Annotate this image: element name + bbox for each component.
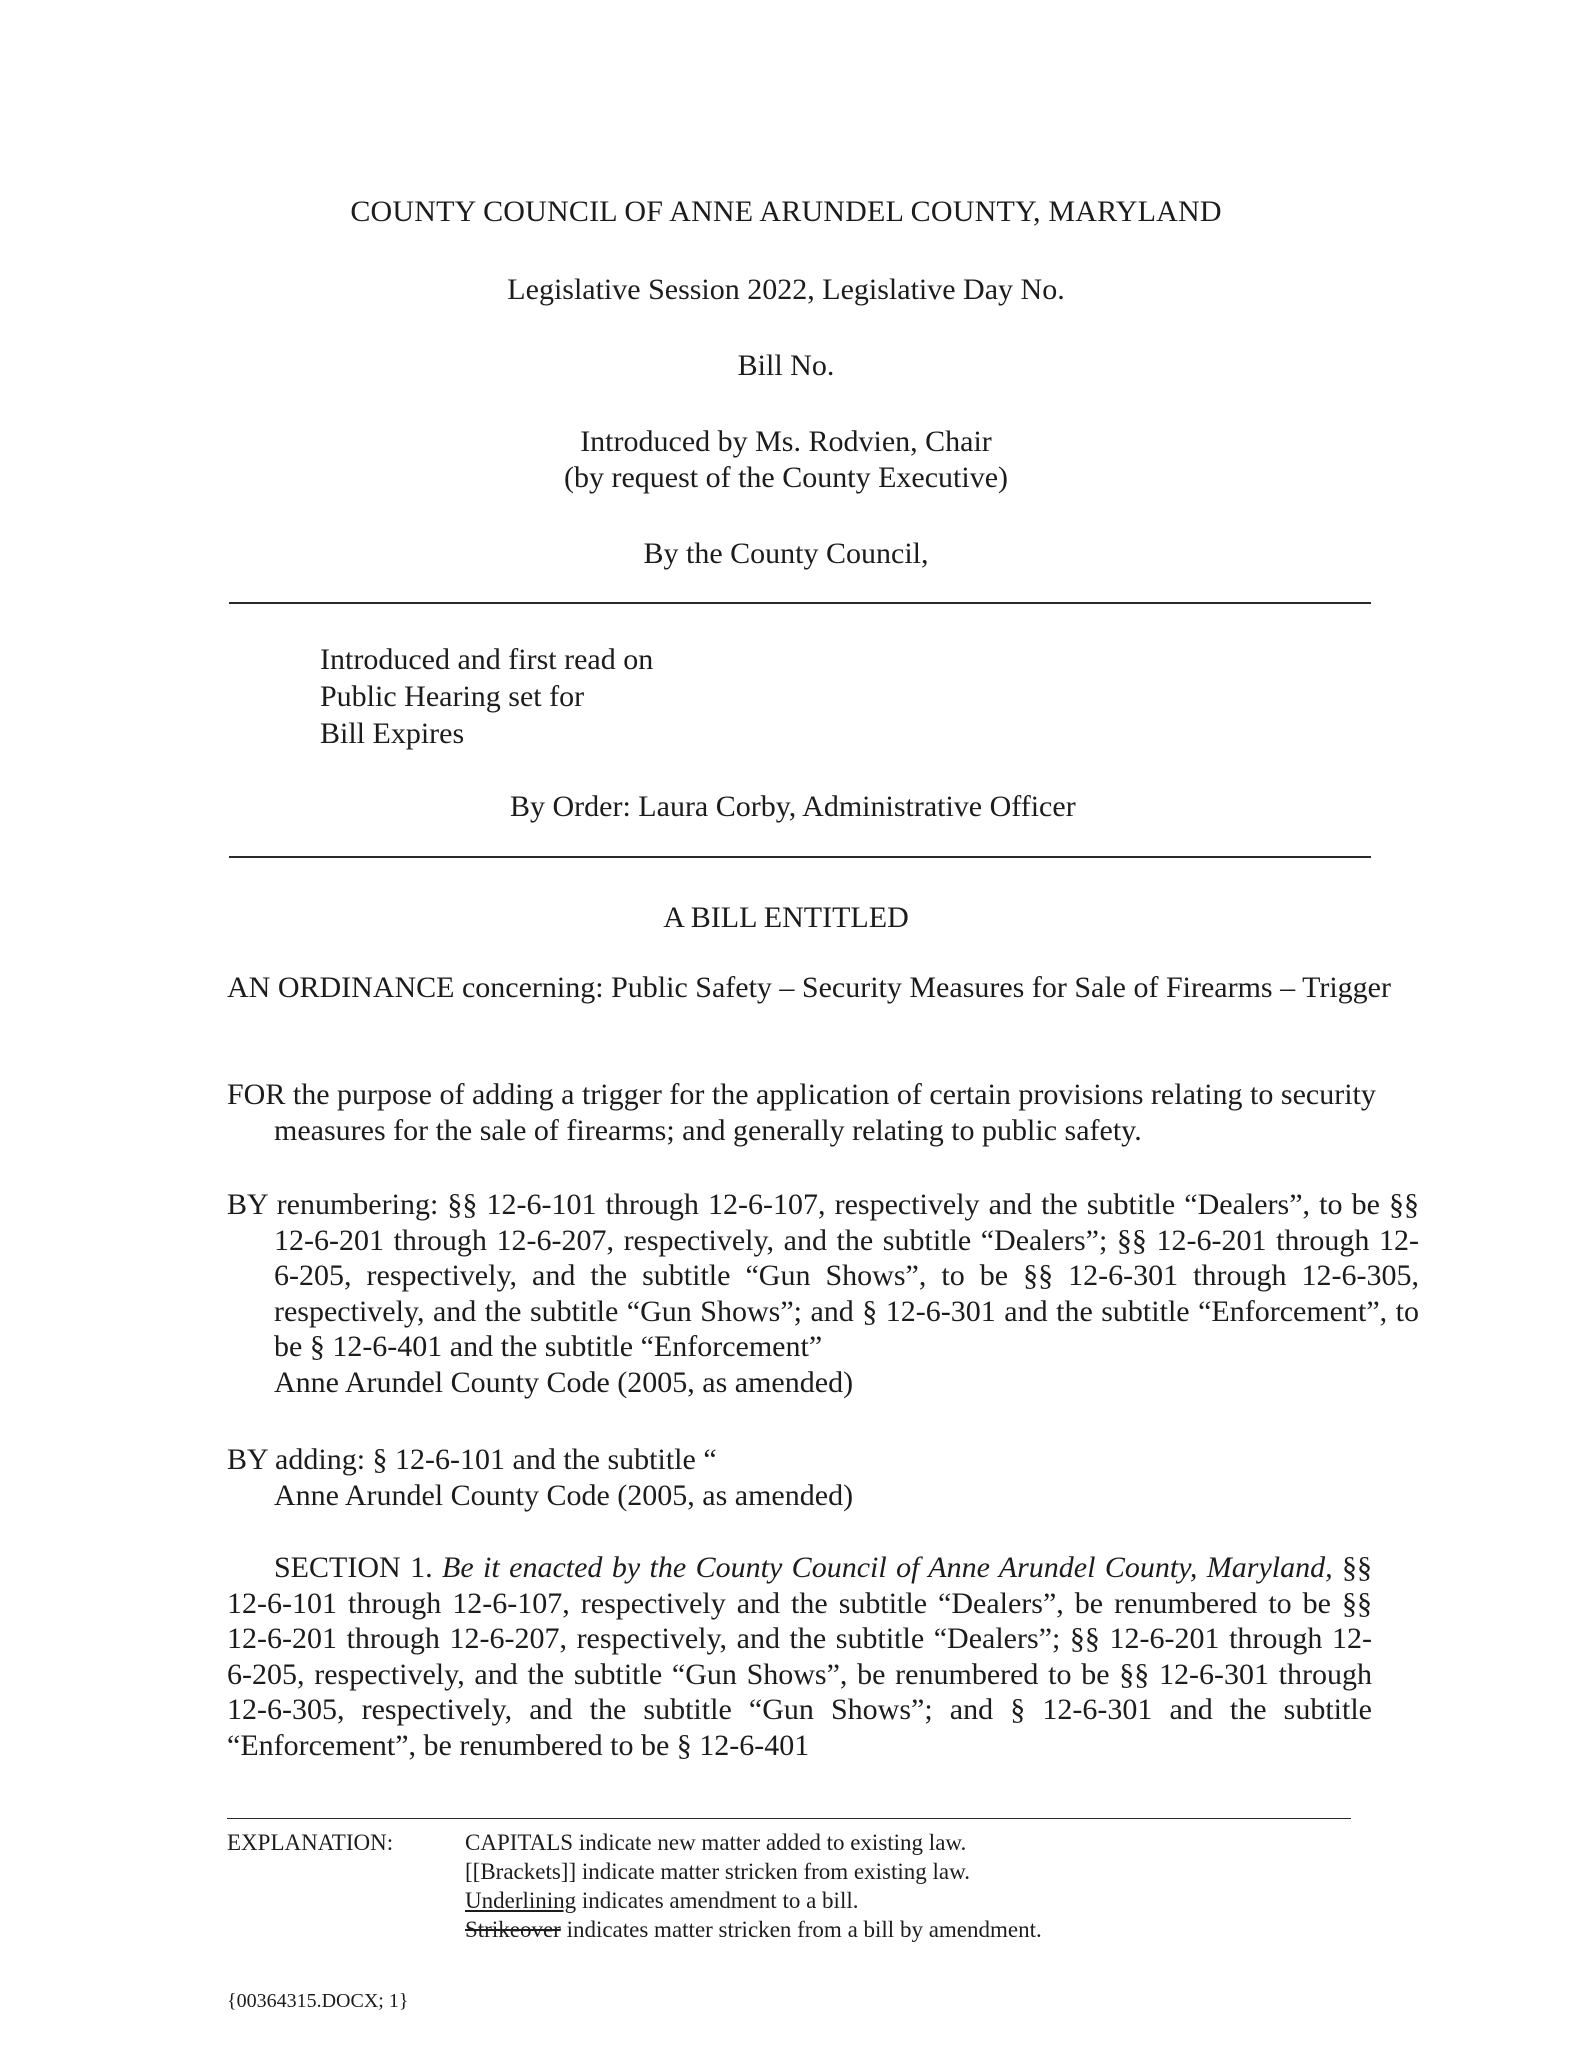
adding-text: BY adding: § 12-6-101 and the subtitle “ xyxy=(227,1443,717,1476)
section-text: §§ 12-6-101 through 12-6-107, respectively and the subtitle “Dealers”, be renumbered to be §§ 12-6-201 through 12-6-207, respectively, and the subtitle “Dealers”; §§ 12-6-201 through 12-6-205, respectively, and the subtitle “Gun Shows”, be renumbered to be §§ 12-6-301 through 12-6-305, respectively, and the subtitle “Gun Shows”; and § 12-6-301 and the subtitle “Enforcement”, be renumbered to be § 12-6-401 xyxy=(227,1551,1373,1762)
underlining-desc: indicates amendment to a bill. xyxy=(576,1888,859,1913)
strikeover-word: Strikeover xyxy=(465,1917,561,1942)
introduced-by: Introduced by Ms. Rodvien, Chair xyxy=(580,425,992,458)
underlining-word: Underlining xyxy=(465,1888,577,1913)
section-enactment: Be it enacted by the County Council of Anne Arundel County, Maryland, xyxy=(442,1551,1333,1584)
explanation-strikeover xyxy=(465,1915,1042,1944)
purpose-clause: FOR the purpose of adding a trigger for the application of certain provisions relating to security measures for the sale of firearms; and generally relating to public safety. xyxy=(227,1078,1376,1147)
adding-clause xyxy=(227,1442,1419,1513)
document-id: {00364315.DOCX; 1} xyxy=(227,1990,409,2012)
section-one xyxy=(227,1550,1372,1763)
session-line: Legislative Session 2022, Legislative Day No. xyxy=(507,273,1065,306)
by-county-council: By the County Council, xyxy=(643,537,929,570)
bill-heading: A BILL ENTITLED xyxy=(663,901,909,934)
section-label: SECTION 1. xyxy=(274,1551,433,1584)
by-request: (by request of the County Executive) xyxy=(563,461,1009,494)
council-title: COUNTY COUNCIL OF ANNE ARUNDEL COUNTY, MARYLAND xyxy=(350,195,1222,228)
strikeover-desc: indicates matter stricken from a bill by amendment. xyxy=(560,1917,1042,1942)
by-order-line: By Order: Laura Corby, Administrative Officer xyxy=(510,790,1076,823)
renumbering-text: BY renumbering: §§ 12-6-101 through 12-6-107, respectively and the subtitle “Dealers”, to be §§ 12-6-201 through 12-6-207, respectively, and the subtitle “Dealers”; §§ 12-6-201 through 12-6-205, respectively, and the subtitle “Gun Shows”, to be §§ 12-6-301 through 12-6-305, respectively, and the subtitle “Gun Shows”; and § 12-6-301 and the subtitle “Enforcement”, to be § 12-6-401 and the subtitle “Enforcement” xyxy=(227,1188,1419,1363)
bill-number: Bill No. xyxy=(737,349,835,382)
explanation-divider xyxy=(227,1818,1351,1819)
explanation-underlining xyxy=(465,1886,858,1915)
explanation-brackets: [[Brackets]] indicate matter stricken from existing law. xyxy=(465,1859,970,1884)
divider-middle xyxy=(229,856,1371,858)
divider-top xyxy=(229,602,1371,604)
adding-code: Anne Arundel County Code (2005, as amended) xyxy=(274,1478,854,1512)
explanation-capitals: CAPITALS indicate new matter added to existing law. xyxy=(465,1830,967,1855)
ordinance-title: AN ORDINANCE concerning: Public Safety – Security Measures for Sale of Firearms – Trigger xyxy=(227,971,1391,1004)
explanation-label: EXPLANATION: xyxy=(227,1830,394,1855)
renumbering-clause xyxy=(227,1187,1419,1400)
expires-line: Bill Expires xyxy=(320,717,465,750)
renumbering-code: Anne Arundel County Code (2005, as amended) xyxy=(274,1365,854,1399)
introduced-line: Introduced and first read on xyxy=(320,643,654,676)
hearing-line: Public Hearing set for xyxy=(320,680,585,713)
